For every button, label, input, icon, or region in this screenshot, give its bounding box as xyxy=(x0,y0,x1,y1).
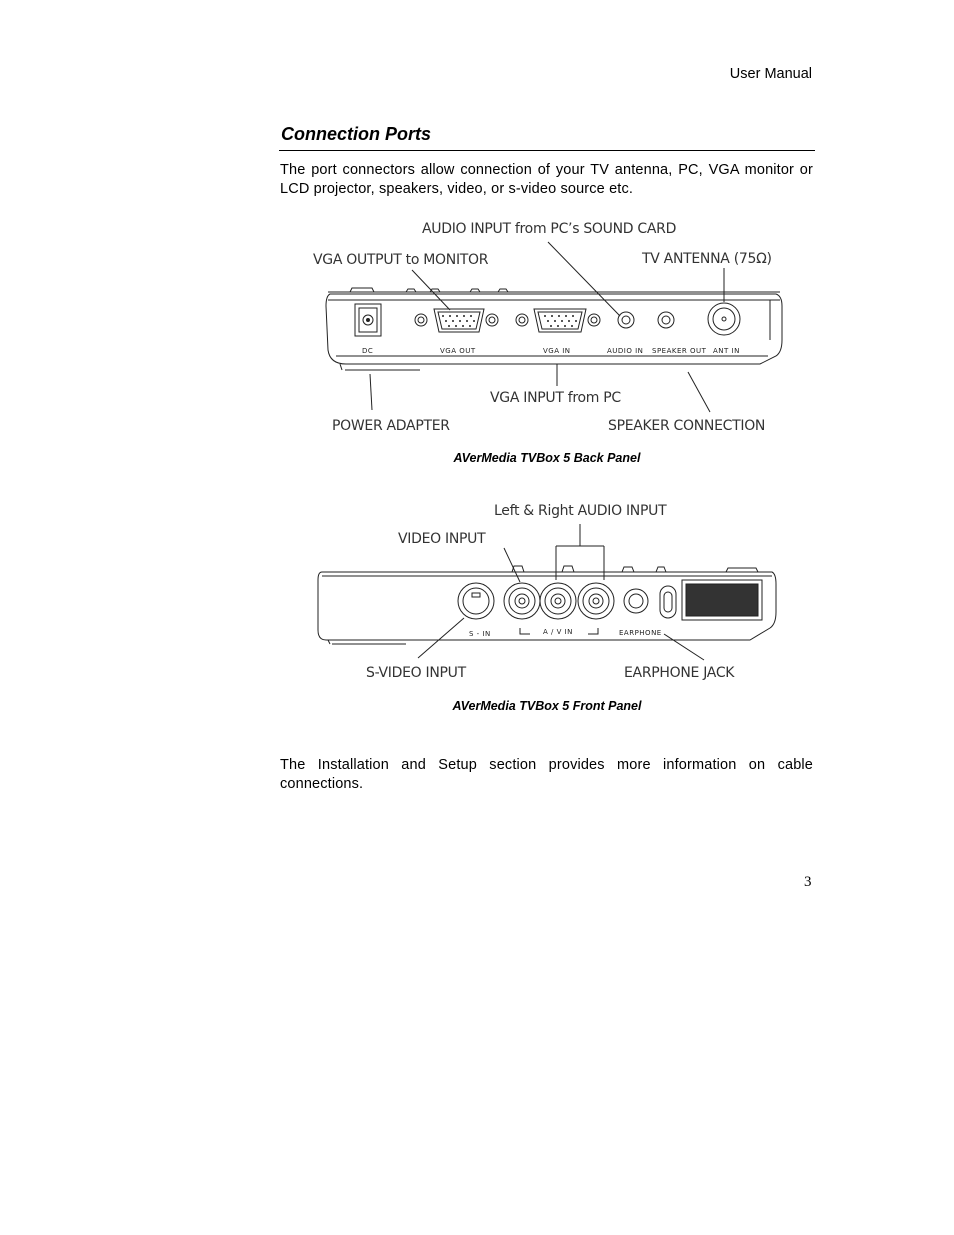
callout-lr-audio: Left & Right AUDIO INPUT xyxy=(494,503,667,519)
back-panel-caption: AVerMedia TVBox 5 Back Panel xyxy=(453,451,641,465)
port-label-dc: DC xyxy=(362,347,374,355)
running-header: User Manual xyxy=(729,66,812,82)
closing-paragraph: The Installation and Setup section provides more information on cable connections. xyxy=(280,757,813,792)
front-panel-caption: AVerMedia TVBox 5 Front Panel xyxy=(452,699,642,713)
port-label-vga-out: VGA OUT xyxy=(440,347,476,355)
back-vga-pins xyxy=(442,315,577,327)
front-panel-figure xyxy=(318,524,776,660)
port-label-speaker-out: SPEAKER OUT xyxy=(652,347,707,355)
port-label-earphone: EARPHONE xyxy=(619,629,662,637)
port-label-s-in: S - IN xyxy=(469,630,491,638)
port-label-vga-in: VGA IN xyxy=(543,347,571,355)
callout-vga-input: VGA INPUT from PC xyxy=(490,390,621,406)
callout-svideo-input: S-VIDEO INPUT xyxy=(366,665,466,681)
callout-earphone-jack: EARPHONE JACK xyxy=(624,665,735,681)
port-label-av-in: A / V IN xyxy=(543,628,573,636)
callout-power-adapter: POWER ADAPTER xyxy=(332,418,450,434)
page-number: 3 xyxy=(804,874,812,890)
callout-speaker-connection: SPEAKER CONNECTION xyxy=(608,418,766,434)
section-title: Connection Ports xyxy=(281,124,432,144)
callout-video-input: VIDEO INPUT xyxy=(398,531,486,547)
intro-paragraph: The port connectors allow connection of your TV antenna, PC, VGA monitor or LCD projector, speakers, video, or s-video source etc. xyxy=(280,162,813,197)
callout-vga-output: VGA OUTPUT to MONITOR xyxy=(313,252,489,268)
callout-audio-input: AUDIO INPUT from PC’s SOUND CARD xyxy=(422,221,677,237)
callout-tv-antenna: TV ANTENNA (75Ω) xyxy=(642,251,772,267)
port-label-audio-in: AUDIO IN xyxy=(607,347,644,355)
port-label-ant-in: ANT IN xyxy=(713,347,740,355)
